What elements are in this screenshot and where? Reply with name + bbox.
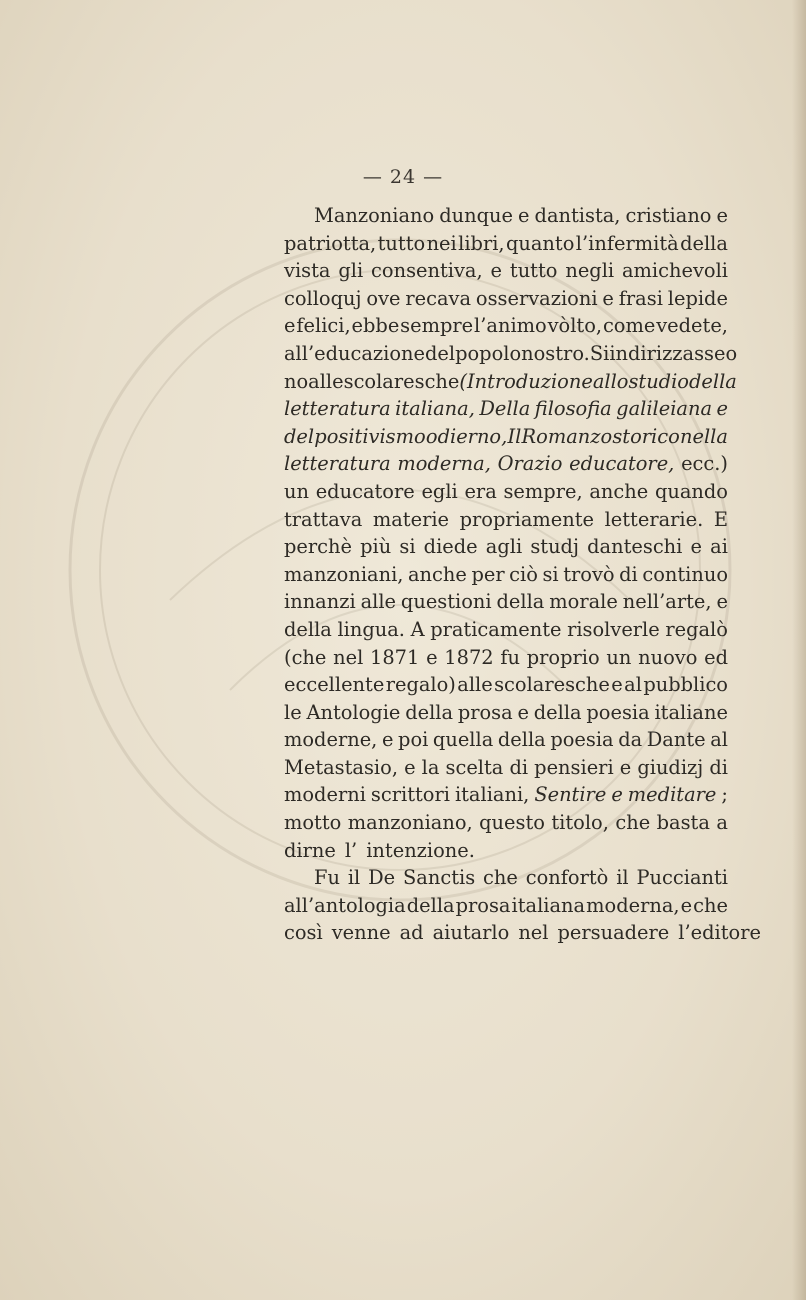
word: studj — [530, 535, 579, 559]
text-line — [284, 919, 761, 947]
word: al — [710, 728, 728, 752]
word: diede — [423, 535, 478, 559]
text-line — [284, 837, 728, 865]
word: si — [399, 535, 416, 559]
word: dirne — [284, 838, 336, 862]
word: italiana, — [395, 397, 475, 421]
word: scrittori — [370, 783, 450, 807]
word: agli — [485, 535, 523, 559]
word: del — [284, 424, 315, 448]
word: (che — [284, 645, 327, 669]
word: nell’arte, — [622, 590, 712, 614]
word: ; — [721, 783, 728, 807]
word: della — [680, 231, 728, 255]
word: e — [284, 314, 296, 338]
word: filosofia — [534, 397, 612, 421]
word: positivismo — [314, 424, 426, 448]
word: all’educazione — [284, 341, 425, 365]
word: persuadere — [557, 921, 670, 945]
word: ecc.) — [681, 452, 728, 476]
word: E — [713, 507, 728, 531]
text-line — [284, 726, 728, 754]
word: De — [368, 866, 396, 890]
word: moderna, — [397, 452, 491, 476]
word: l’editore — [678, 921, 761, 945]
text-line — [284, 257, 728, 285]
word: pensieri — [534, 755, 614, 779]
word: Metastasio, — [284, 755, 398, 779]
word: scolaresche — [343, 369, 460, 393]
word: egli — [421, 479, 458, 503]
word: 1872 — [444, 645, 494, 669]
word: letteratura — [284, 452, 391, 476]
word: del — [424, 341, 456, 365]
word: Puccianti — [636, 866, 728, 890]
word: della — [497, 728, 546, 752]
text-line — [284, 754, 728, 782]
word: Della — [479, 397, 531, 421]
word: e — [611, 783, 623, 807]
paragraph — [284, 202, 738, 864]
word: libri, — [458, 231, 505, 255]
word: trovò — [563, 562, 615, 586]
text-line — [284, 423, 728, 451]
word: A — [410, 617, 425, 641]
word: e — [490, 259, 503, 283]
word: letteratura — [284, 397, 391, 421]
word: italiani, — [454, 783, 530, 807]
word: eccellente — [284, 673, 385, 697]
word: popolo — [455, 341, 522, 365]
word: nei — [426, 231, 457, 255]
word: nella — [680, 424, 728, 448]
word: amichevoli — [621, 259, 728, 283]
word: moderni — [284, 783, 366, 807]
word: alle — [308, 369, 344, 393]
word: cristiano — [625, 204, 712, 227]
word: Orazio — [497, 452, 563, 476]
word: anche — [589, 479, 649, 503]
word: e — [680, 893, 693, 917]
text-line — [284, 202, 728, 230]
text-line — [284, 478, 728, 506]
word: odierno, — [425, 424, 508, 448]
word: al — [624, 673, 642, 697]
word: felici, — [296, 314, 351, 338]
text-line — [284, 533, 728, 561]
text-line — [284, 616, 728, 644]
word: trattava — [284, 507, 363, 531]
text-line — [284, 892, 728, 920]
word: dantista, — [534, 204, 621, 227]
word: nel — [518, 921, 549, 945]
word: Dante — [646, 728, 706, 752]
word: questo — [479, 811, 545, 835]
word: sempre — [400, 314, 474, 338]
word: ed — [704, 645, 728, 669]
word: indirizzasse — [609, 341, 726, 365]
word: frasi — [618, 286, 663, 310]
word: osservazioni — [475, 286, 598, 310]
word: Antologie — [306, 700, 401, 724]
word: le — [284, 700, 302, 724]
word: di — [509, 755, 529, 779]
word: il — [347, 866, 361, 890]
word: e — [426, 645, 438, 669]
word: questioni — [400, 590, 492, 614]
text-line — [284, 699, 728, 727]
word: patriotta, — [284, 231, 377, 255]
word: Sentire — [534, 783, 607, 807]
word: per — [471, 562, 505, 586]
word: studio — [628, 369, 689, 393]
word: si — [542, 562, 559, 586]
word: venne — [331, 921, 391, 945]
word: quella — [432, 728, 494, 752]
word: alle — [457, 673, 493, 697]
text-line — [284, 644, 728, 672]
word: materie — [372, 507, 450, 531]
word: della — [406, 893, 455, 917]
word: titolo, — [551, 811, 609, 835]
word: Manzoniano — [314, 204, 435, 227]
word: pubblico — [643, 673, 728, 697]
word: come — [602, 314, 656, 338]
text-line — [284, 312, 728, 340]
word: era — [464, 479, 497, 503]
word: meditare — [627, 783, 717, 807]
word: e — [602, 286, 614, 310]
word: no — [284, 369, 309, 393]
word: o — [725, 341, 738, 365]
word: recava — [405, 286, 472, 310]
word: tutto — [377, 231, 426, 255]
word: che — [693, 893, 728, 917]
word: scolaresche — [494, 673, 610, 697]
text-line — [284, 561, 728, 589]
word: quando — [654, 479, 728, 503]
word: motto — [284, 811, 342, 835]
word: educatore — [315, 479, 415, 503]
word: e — [716, 590, 728, 614]
word: basta — [656, 811, 710, 835]
word: lepide — [667, 286, 728, 310]
word: a — [716, 811, 728, 835]
text-line — [284, 340, 738, 368]
text-line — [284, 450, 728, 478]
word: e — [404, 755, 416, 779]
word: 1871 — [370, 645, 420, 669]
word: il — [616, 866, 629, 890]
word: educatore, — [569, 452, 675, 476]
word: regalò — [665, 617, 728, 641]
word: nuovo — [638, 645, 698, 669]
text-line — [284, 588, 728, 616]
word: della — [688, 369, 737, 393]
word: fu — [500, 645, 521, 669]
word: giudizj — [637, 755, 704, 779]
word: Sanctis — [403, 866, 476, 890]
word: propriamente — [459, 507, 595, 531]
word: Si — [589, 341, 610, 365]
page-number: — 24 — — [362, 166, 444, 188]
word: e — [716, 397, 728, 421]
word: risolverle — [567, 617, 660, 641]
text-line — [284, 368, 737, 396]
word: da — [618, 728, 643, 752]
word: innanzi — [284, 590, 356, 614]
word: la — [421, 755, 440, 779]
word: un — [606, 645, 632, 669]
word: e — [517, 700, 529, 724]
word: Fu — [314, 866, 340, 890]
word: della — [496, 590, 545, 614]
word: così — [284, 921, 323, 945]
word: danteschi — [587, 535, 683, 559]
text-line — [284, 781, 728, 809]
word: moderna, — [586, 893, 680, 917]
word: negli — [565, 259, 615, 283]
text-line — [284, 395, 728, 423]
text-line — [284, 230, 728, 258]
word: intenzione. — [366, 838, 475, 862]
text-line — [284, 506, 728, 534]
word: ciò — [509, 562, 538, 586]
word: ebbe — [351, 314, 400, 338]
word: poi — [398, 728, 429, 752]
word: vedete, — [656, 314, 728, 338]
word: manzoniano, — [347, 811, 473, 835]
word: sempre, — [503, 479, 583, 503]
word: confortò — [525, 866, 609, 890]
word: vòlto, — [547, 314, 603, 338]
body-text — [284, 202, 761, 947]
text-line — [284, 285, 728, 313]
word: proprio — [526, 645, 600, 669]
word: prosa — [457, 700, 513, 724]
word: scelta — [445, 755, 504, 779]
word: e — [619, 755, 632, 779]
paragraph — [284, 864, 761, 947]
word: più — [360, 535, 392, 559]
word: ove — [366, 286, 401, 310]
word: regalo) — [385, 673, 456, 697]
word: e — [611, 673, 623, 697]
word: manzoniani, — [284, 562, 404, 586]
word: e — [716, 204, 728, 227]
word: lingua. — [337, 617, 405, 641]
word: della — [405, 700, 454, 724]
word: e — [690, 535, 702, 559]
word: aiutarlo — [432, 921, 510, 945]
word: letterarie. — [604, 507, 704, 531]
word: ad — [399, 921, 424, 945]
word: prosa — [455, 893, 511, 917]
word: (Introduzione — [459, 369, 593, 393]
word: che — [483, 866, 518, 890]
word: moderne, — [284, 728, 378, 752]
text-line — [284, 864, 728, 892]
text-line — [284, 809, 728, 837]
word: anche — [408, 562, 467, 586]
word: Romanzo — [521, 424, 613, 448]
word: della — [284, 617, 332, 641]
word: di — [619, 562, 638, 586]
word: praticamente — [430, 617, 562, 641]
word: l’ — [344, 838, 358, 862]
word: vista — [284, 259, 331, 283]
word: colloquj — [284, 286, 362, 310]
word: dunque — [439, 204, 514, 227]
word: alle — [360, 590, 397, 614]
word: Il — [507, 424, 522, 448]
page-edge-shadow — [792, 0, 806, 1300]
word: morale — [549, 590, 618, 614]
word: poesia — [586, 700, 650, 724]
word: allo — [592, 369, 629, 393]
word: galileiana — [616, 397, 713, 421]
word: quanto — [505, 231, 575, 255]
word: continuo — [642, 562, 728, 586]
word: italiana — [511, 893, 586, 917]
word: storico — [612, 424, 680, 448]
word: e — [381, 728, 394, 752]
word: che — [615, 811, 651, 835]
word: della — [533, 700, 582, 724]
word: perchè — [284, 535, 352, 559]
word: di — [709, 755, 728, 779]
word: un — [284, 479, 309, 503]
word: consentiva, — [371, 259, 483, 283]
word: nostro. — [521, 341, 590, 365]
word: l’infermità — [575, 231, 679, 255]
word: l’animo — [474, 314, 547, 338]
word: gli — [338, 259, 364, 283]
word: ai — [710, 535, 728, 559]
word: tutto — [509, 259, 558, 283]
word: e — [518, 204, 530, 227]
word: poesia — [550, 728, 614, 752]
word: nel — [333, 645, 364, 669]
word: italiane — [654, 700, 728, 724]
word: all’antologia — [284, 893, 406, 917]
text-line — [284, 671, 728, 699]
